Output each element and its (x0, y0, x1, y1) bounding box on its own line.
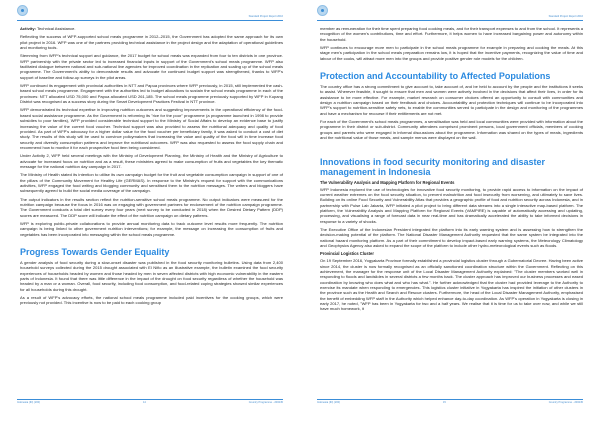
footer-country: Indonesia (ID) (200) (317, 401, 341, 404)
paragraph: For each of the Government's school meals programmes, a sensitisation was held and local communities were provided with information about the programme in their district or sub-district. Community attendees comprised prominent persons, local government officials, members of cooking groups and parents who were engaged in informal discussions about the programme. Information was shared on the types of meals, ingredients and the nutritional value of those meals, and sample menus were displayed on the wall. (320, 119, 583, 141)
wfp-logo-icon (317, 5, 328, 16)
footer-project: Country Programme - 200245 (548, 401, 583, 404)
paragraph: member as remuneration for their time spent preparing food cooking meals, and for their transport expenses to and from the school. It represents a recognition of the women's contributions, time and effort. Furthermore, it helps women to have increased bargaining power and autonomy within the household. (320, 26, 583, 42)
paragraph: On 19 September 2016, Yogyakarta Province formally established a provincial logistics cluster through a Gubernatorial Decree. Having been active since 2014, the cluster is now formally recognised as an officially sanctioned coordination structure within the Government. Reflecting on this achievement, the manager for the response unit of the Local Disaster Management Authority explained: "The cluster members worked well in responding to floods and landslides in several districts a few months back. The cluster approach has improved our business processes and eased coordination by knowing who does what and who has what.". He further acknowledged that the cluster had provided leverage to the Authority to exercise its mandate when responding to emergencies. This logistics cluster initiative in Yogyakarta has inspired the initiation of other clusters in the province such as the Health and Search and Rescue clusters. Furthermore, the head of the Local Disaster Management Authority, emphasised the benefit of embedding WFP staff in the Authority which helped enhance day-to-day coordination. As WFP's operation in Yogyakarta is closing in early 2017, he noted, "WFP has been in Yogyakarta for two and a half years. We realise that it is time for us to take over now, and while we still have much homework, it (320, 258, 583, 312)
footer-country: Indonesia (ID) (200) (17, 401, 41, 404)
paragraph: WFP demonstrated its technical expertise in improving nutrition outcomes and suggesting improvements in the operational efficiency of the food-based social assistance programme. As the Government is reforming its "rice for the poor" programme (a programme launched in 1998 to provide subsidies to poor families), WFP provided considerable technical support to the Ministry of Social Affairs to develop an evidence base to justify increasing the value of the current food voucher. Technical support was also provided to assess the nutritional adequacy and quality of food provided. As part of WFP's advocacy for a higher dollar value for the food voucher per beneficiary family, it was asked to conduct a cost of diet study. The results of this study will be used to convince policymakers that increasing the value and quality of the food will in time increase food security and diversify consumption patterns and improve the nutritional outcomes. WFP was also requested to assess the food supply chain and recommend how to monitor it for each prospective food item being considered. (20, 107, 283, 150)
gender-equality-heading: Progress Towards Gender Equality (20, 247, 170, 258)
paragraph: Under Activity 2, WFP held several meetings with the Ministry of Development Planning, the Ministry of Health and the Ministry of Agriculture to advocate for increased focus on nutrition and as a result, these ministries agreed to make consumption of fruits and vegetables the key thematic message for the national nutrition day campaign in 2017. (20, 153, 283, 169)
right-page-body (320, 26, 583, 315)
paragraph: The Executive Office of the Indonesian President integrated the platform into its early warning system and is assessing how to strengthen the decision-making potential of the platform. The National Disaster Management Authority requested that the same system be integrated into the national hazard monitoring platform. As a part of their commitment to develop impact-based early warning systems, the Meteorology Climatology and Geophysics Agency also asked to expand the scope of the platform to include other hydro-meteorological events such as floods. (320, 226, 583, 248)
activity-value: Technical Assistance. (37, 26, 76, 31)
header-report-title: Standard Project Report 2016 (548, 15, 583, 18)
page-number: 15 (442, 401, 446, 404)
footer-divider (17, 399, 283, 400)
paragraph: WFP continues to encourage more men to participate in the school meals programme for example in preparing and cooking the meals. At this stage men's participation in the school meals preparation remains low, it is hoped that the incentive payments, recognizing the value of time and labour of the cooks, will attract more men into the groups and provide positive gender role models for the children. (320, 45, 583, 61)
paragraph: WFP is exploring public-private collaborations to provide annual monitoring data to track outcome level results more frequently. The nutrition campaign is being linked to other government nutrition interventions; for example, the message on increasing the consumption of fruits and vegetables has been incorporated into messaging within the school meals programme. (20, 221, 283, 237)
vamp-subheading: The Vulnerability Analysis and Mapping Platform for Regional Events (320, 179, 455, 185)
left-page-body (20, 26, 283, 309)
paragraph: A gender analysis of food security during a slow-onset disaster was published in the food security monitoring bulletins. Using data from 2,400 household surveys collected during the 2015 drought associated with El Niño as an illustrative example, the bulletin examined the food security experiences of households headed by women and those headed by men in seven affected districts with high economic vulnerability in the eastern parts of Indonesia. It found that there was little difference in the impact of the drought on food security regardless of whether the household was headed by a man or a woman. Overall, food security, including food consumption, and food-related coping strategies showed similar experiences for all households during this drought. (20, 260, 283, 292)
protection-heading: Protection and Accountability to Affected Populations (320, 71, 551, 82)
paragraph: The Ministry of Health stated its intention to utilise its own campaign budget for the fruit and vegetable consumption campaign in support of one of the pillars of the Community Movement for Healthy Life (GERMAS). In response to the Ministry's request for support with the communications activities, WFP engaged the food writing and blogging community and sensitised them to the nutrition messages. The writers and bloggers have subsequently agreed to build the social media coverage of the campaign. (20, 172, 283, 194)
paragraph: WFP Indonesia explored the use of technologies for innovative food security monitoring, to provide rapid access to information on the impact of current weather extremes on the food security situation, to prevent malnutrition and food insecurity from worsening, and ultimately to save lives. Building on its online Food Security and Vulnerability Atlas that provides a geographic profile of food and nutrition security across Indonesia, and in partnership with Pulse Lab Jakarta, WFP initiated a pilot project to bring different data streams into a single interactive map-based platform. The platform, the Vulnerability Analysis and Mapping Platform for Regional Events (VAMPIRE) is capable of automatically accessing and updating, processing, and visualising a range of forecast data in near real-time and has dramatically accelerated the ability to take informed decisions in response to a variety of shocks. (320, 186, 583, 224)
footer (17, 401, 283, 404)
paragraph: Stemming from WFP's technical support and guidance, the 2017 budget for school meals was expanded from four to ten districts in one province. WFP partnership with the private sector led to increased financial inputs in support of the Government's school meals programme. WFP also facilitated dialogue between national and sub-national line agencies for improved coordination in the replication and scaling up of the school meals programme. The Government's ability to demonstrate results and advocate for continued budget support was strengthened, thanks to WFP's support of baseline and follow-up surveys in the pilot areas. (20, 53, 283, 80)
paragraph: As a result of WFP's advocacy efforts, the national school meals programme included paid incentives for the cooking groups, which were previously not provided. This incentive is now to be paid to each cooking group (20, 295, 283, 306)
page-number: 14 (142, 401, 146, 404)
right-page (300, 0, 600, 424)
header-divider (317, 20, 583, 21)
footer-project: Country Programme - 200245 (248, 401, 283, 404)
wfp-logo-icon (17, 5, 28, 16)
paragraph: WFP continued its engagement with provincial authorities in NTT and Papua provinces where WFP previously, in 2015, still implemented the cash-based school meals programme. Engagement with the authorities led to budget allocations to sustain the school meals programme in each of the provinces: NTT allocated USD 75,000 and Papua allocated USD 261,185. The school meals programme previously supported by WFP in Kupang District was recognised as a success story during the Smart Development Practices Festival in NTT province. (20, 83, 283, 105)
activity-label: Activity: (20, 26, 36, 31)
header-divider (17, 20, 283, 21)
header-report-title: Standard Project Report 2016 (248, 15, 283, 18)
activity-line (20, 26, 283, 31)
paragraph: The output indicators in the results section reflect the nutrition-sensitive school meals programme. No output indicators were measured for the nutrition campaign because the focus in 2016 was on engaging with government partners for endorsement of the nutrition campaign programme. The Government conducts a total diet survey every four years (next survey to be conducted in 2018) when the Desired Dietary Pattern (DDP) scores are measured. The DDP score will indicate the effect of the nutrition campaign on dietary patterns. (20, 196, 283, 218)
footer (317, 401, 583, 404)
paragraph: Reflecting the success of WFP-supported school meals programme in 2012–2015, the Government has adopted the same approach for its own pilot project in 2016. WFP was one of the partners providing technical assistance in the project design and the adaptation of operational guidelines and monitoring tools. (20, 34, 283, 51)
logistics-subheading: Provincial Logistics Cluster (320, 251, 374, 257)
footer-divider (317, 399, 583, 400)
innovations-heading: Innovations in food security monitoring and disaster management in Indonesia (320, 156, 546, 177)
paragraph: The country office has a strong commitment to give account to, take account of, and be held to account by the people and the institutions it seeks to assist. Wherever feasible, it sought to ensure that men and women were actively involved in the decisions that affect their lives, in order for its assistance to be more effective. For example, market research on consumer choices offered an opportunity to consult with communities and design a nutrition campaign based on their feedback and choices. Accountability and protection techniques will continue to be incorporated into WFP's support to nutrition-sensitive safety nets, to enable the communities served to participate in the design and monitoring of the programmes and have a mechanism for recourse if their entitlements are not met. (320, 84, 583, 116)
